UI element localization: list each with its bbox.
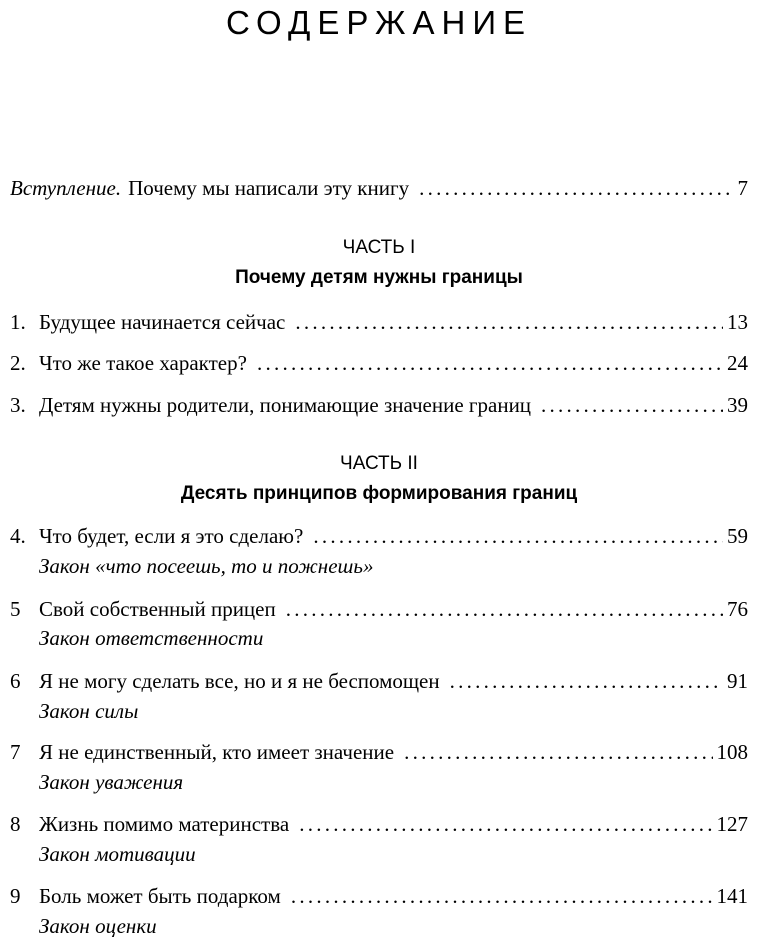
toc-entry-chapter-7[interactable] (10, 739, 748, 765)
page-number: 91 (727, 669, 748, 693)
chapter-law: Закон силы (39, 699, 139, 723)
chapter-title: Что же такое характер? (39, 351, 247, 375)
dot-leader (404, 739, 712, 765)
dot-leader (295, 309, 723, 335)
chapter-number: 9 (10, 884, 21, 908)
page-number: 13 (727, 310, 748, 334)
toc-entry-chapter-5[interactable] (10, 596, 748, 622)
page-number: 141 (716, 884, 748, 908)
part-2-label: ЧАСТЬ II (340, 453, 418, 474)
chapter-law: Закон ответственности (39, 626, 264, 650)
toc-entry-chapter-9[interactable] (10, 883, 748, 909)
chapter-title: Детям нужны родители, понимающие значение границ (39, 393, 532, 417)
toc-entry-intro[interactable] (10, 175, 748, 201)
dot-leader (450, 668, 723, 694)
chapter-title: Боль может быть подарком (39, 884, 281, 908)
chapter-law: Закон «что посеешь, то и пожнешь» (39, 554, 374, 578)
page-number: 127 (716, 812, 748, 836)
chapter-number: 5 (10, 597, 21, 621)
page-number: 7 (737, 176, 748, 200)
page-number: 24 (727, 351, 748, 375)
dot-leader (291, 883, 713, 909)
toc-entry-chapter-4[interactable] (10, 523, 748, 549)
chapter-number: 7 (10, 740, 21, 764)
page-number: 108 (716, 740, 748, 764)
toc-entry-chapter-1[interactable] (10, 309, 748, 335)
page-number: 76 (727, 597, 748, 621)
dot-leader (257, 350, 723, 376)
chapter-title: Что будет, если я это сделаю? (39, 524, 304, 548)
toc-entry-chapter-6[interactable] (10, 668, 748, 694)
chapter-law: Закон оценки (39, 914, 157, 938)
toc-entry-chapter-8[interactable] (10, 811, 748, 837)
part-2-title: Десять принципов формирования границ (180, 483, 578, 504)
chapter-number: 1. (10, 310, 26, 334)
dot-leader (541, 392, 723, 418)
part-1-label: ЧАСТЬ I (342, 237, 416, 258)
toc-entry-chapter-2[interactable] (10, 350, 748, 376)
dot-leader (286, 596, 723, 622)
chapter-number: 2. (10, 351, 26, 375)
dot-leader (299, 811, 712, 837)
page-number: 39 (727, 393, 748, 417)
chapter-number: 8 (10, 812, 21, 836)
chapter-title: Жизнь помимо материнства (39, 812, 290, 836)
dot-leader (313, 523, 723, 549)
dot-leader (419, 175, 733, 201)
intro-label: Вступление. (10, 176, 122, 200)
chapter-number: 6 (10, 669, 21, 693)
chapter-number: 4. (10, 524, 26, 548)
chapter-title: Свой собственный прицеп (39, 597, 276, 621)
chapter-law: Закон уважения (39, 770, 184, 794)
chapter-title: Я не единственный, кто имеет значение (39, 740, 395, 764)
chapter-title: Я не могу сделать все, но и я не беспомощен (39, 669, 440, 693)
chapter-law: Закон мотивации (39, 842, 196, 866)
chapter-title: Будущее начинается сейчас (39, 310, 286, 334)
chapter-number: 3. (10, 393, 26, 417)
part-1-title: Почему детям нужны границы (235, 267, 523, 288)
toc-entry-chapter-3[interactable] (10, 392, 748, 418)
intro-title: Почему мы написали эту книгу (128, 176, 410, 200)
page-title: СОДЕРЖАНИЕ (225, 4, 533, 41)
page-number: 59 (727, 524, 748, 548)
